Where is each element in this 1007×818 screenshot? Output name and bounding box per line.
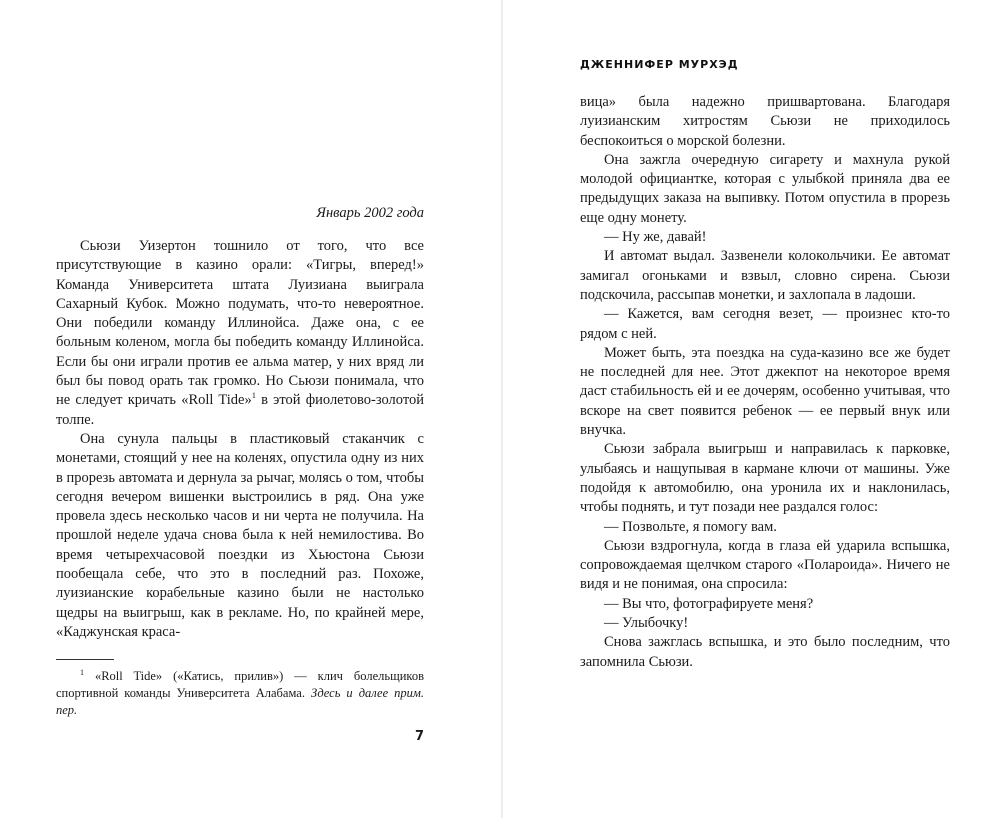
paragraph: — Позвольте, я помогу вам.: [604, 518, 777, 535]
footnote: [56, 664, 424, 719]
paragraph: И автомат выдал. Зазвенели колокольчики. Ее автомат замигал огоньками и взвыл, словно сирена. Сьюзи подскочила, рассыпав монетки, и захлопала в ладоши.: [580, 248, 950, 303]
paragraph: — Вы что, фотографируете меня?: [604, 595, 814, 612]
paragraph-text: в этой фиолетово-золотой толпе.: [56, 392, 424, 428]
paragraph: — Ну же, давай!: [604, 229, 707, 246]
left-body-text: [56, 237, 424, 642]
footnote-mark: 1: [80, 668, 84, 677]
chapter-date: Январь 2002 года: [316, 205, 424, 221]
paragraph: Сьюзи забрала выигрыш и направилась к парковке, улыбаясь и нащупывая в кармане ключи от машины. Уже подойдя к автомобилю, она уронила их и наклонилась, чтобы поднять, и тут позади нее раздался голос:: [580, 441, 950, 516]
paragraph: Она зажгла очередную сигарету и махнула рукой молодой официантке, которая с улыбкой приняла два ее предыдущих заказа на выпивку. Потом опустила в прорезь еще одну монету.: [580, 151, 950, 226]
paragraph: Она сунула пальцы в пластиковый стаканчик с монетами, стоящий у нее на коленях, опустила одну из них в прорезь автомата и дернула за рычаг, молясь о том, чтобы сегодня вечером вишенки выстроились в ряд. Она уже провела здесь несколько часов и ни черта не получила. На прошлой неделе удача снова была к ней немилостива. Во время четырехчасовой поездки из Хьюстона Сьюзи пообещала себе, что это в последний раз. Похоже, луизианские корабельные казино были не настолько щедры на выигрыш, как в рекламе. Но, по крайней мере, «Каджунская краса-: [56, 430, 424, 640]
paragraph: Сьюзи вздрогнула, когда в глаза ей ударила вспышка, сопровождаемая щелчком старого «Полароида». Ничего не видя и не понимая, она спросила:: [580, 537, 950, 593]
footnote-divider: [56, 659, 114, 660]
page-number: 7: [414, 729, 424, 744]
paragraph: Снова зажглась вспышка, и это было последним, что запомнила Сьюзи.: [580, 634, 950, 670]
footnote-reference[interactable]: 1: [251, 390, 256, 401]
left-page: [0, 0, 502, 818]
paragraph: — Кажется, вам сегодня везет, — произнес кто-то рядом с ней.: [580, 306, 950, 342]
paragraph: — Улыбочку!: [604, 615, 689, 632]
right-body-text: [580, 93, 950, 672]
paragraph-text: Сьюзи Уизертон тошнило от того, что все присутствующие в казино орали: «Тигры, вперед!» Команда Университета штата Луизиана выиграла Сахарный Кубок. Можно подумать, что-то невероятное. Они победили команду Иллинойса. Даже она, с ее больным коленом, могла бы победить команду Иллинойса. Если бы они играли против ее альма матер, у них вряд ли был бы повод орать так громко. Но Сьюзи понимала, что не следует кричать «Roll Tide»: [56, 238, 424, 409]
footnote-note: Здесь и далее прим. пер.: [56, 686, 424, 718]
paragraph: Может быть, эта поездка на суда-казино все же будет не последней для нее. Этот джекпот на некоторое время даст стабильность ей и ее дочерям, особенно учитывая, что вскоре на свет появится ребенок — ее первый внук или внучка.: [580, 344, 950, 439]
paragraph: [56, 237, 424, 430]
running-header: ДЖЕННИФЕР МУРХЭД: [580, 58, 739, 71]
footnote-text: «Roll Tide» («Катись, прилив») — клич болельщиков спортивной команды Университета Алабама.: [56, 669, 424, 701]
paragraph: вица» была надежно пришвартована. Благодаря луизианским хитростям Сьюзи не приходилось беспокоиться о морской болезни.: [580, 94, 950, 149]
